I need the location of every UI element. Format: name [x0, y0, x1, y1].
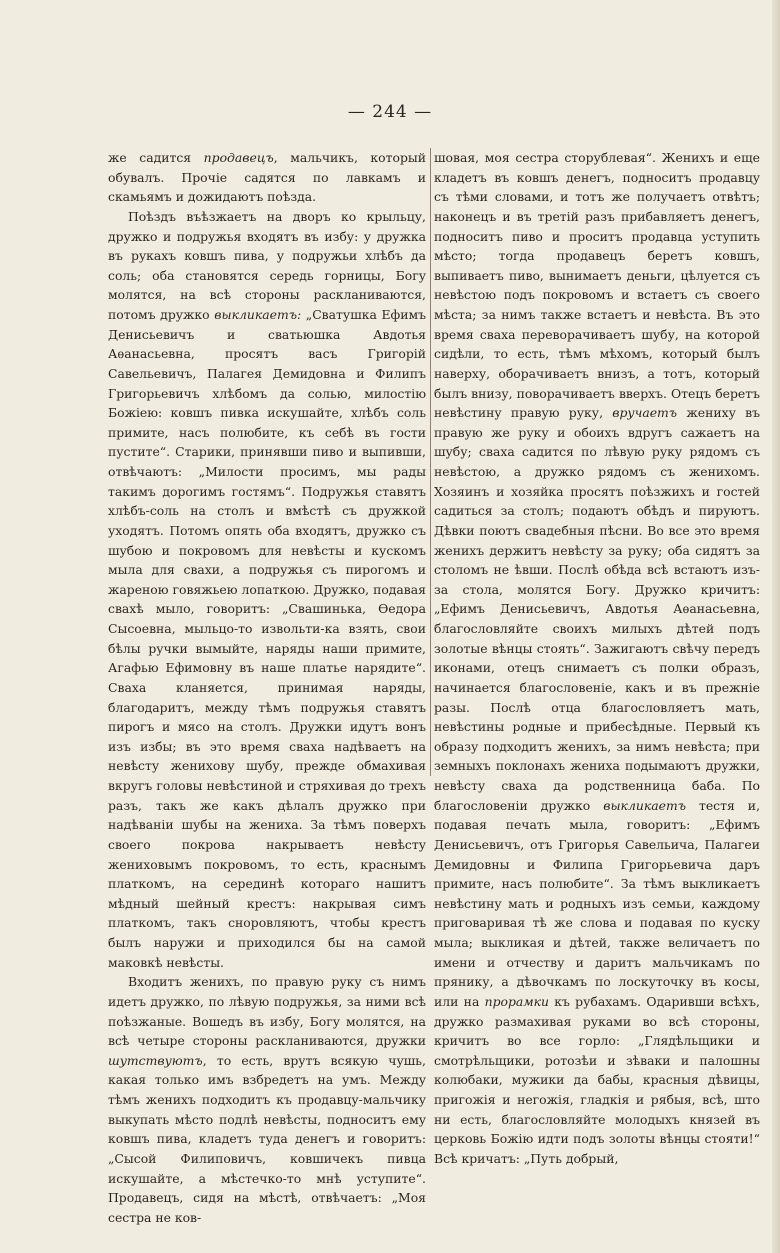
text-run: , то есть, врутъ всякую чушь, какая только имъ взбредетъ на умъ. Между тѣмъ женихъ подходитъ къ продавцу-мальчику выкупать мѣсто подлѣ невѣсты, подноситъ ему ковшъ пива, кладетъ туда денегъ и говоритъ: „Сысой Филиповичъ, ковшичекъ пивца искушайте, а мѣстечко-то мнѣ уступите“. Продавецъ, сидя на мѣстѣ, отвѣчаетъ: „Моя сестра не ков-	[108, 1052, 426, 1225]
text-run: же садится	[108, 150, 204, 165]
emphasized-word: выкликаетъ	[603, 797, 686, 813]
emphasized-word: выкликаетъ:	[214, 307, 302, 322]
emphasized-word: шутствуютъ	[108, 1052, 203, 1068]
paragraph	[108, 207, 426, 972]
column-divider	[430, 148, 431, 776]
text-run: жениху въ правую же руку и обоихъ вдругъ сажаетъ на шубу; сваха садится по лѣвую руку рядомъ съ невѣстою, а дружко рядомъ съ женихомъ. Хозяинъ и хозяйка просятъ поѣзжихъ и гостей садиться за столъ; подаютъ обѣдъ и пируютъ. Дѣвки поютъ свадебныя пѣсни. Во все это время женихъ держитъ невѣсту за руку; оба сидятъ за столомъ не ѣвши. Послѣ обѣда всѣ встаютъ изъ-за стола, молятся Богу. Дружко кричитъ: „Ефимъ Денисьевичъ, Авдотья Аѳанасьевна, благословляйте своихъ милыхъ дѣтей подъ золотые вѣнцы стоять“. Зажигаютъ свѣчу передъ иконами, отецъ снимаетъ съ полки образъ, начинается благословенiе, какъ и въ прежнiе разы. Послѣ отца благословляетъ мать, невѣстины родные и прибесѣдные. Первый къ образу подходитъ женихъ, за нимъ невѣста; при земныхъ поклонахъ жениха подымаютъ дружки, невѣсту сваха да родственница баба. По благословенiи дружко	[434, 405, 760, 813]
emphasized-word: продавецъ	[203, 150, 274, 165]
page-number: — 244 —	[347, 102, 433, 122]
text-run: , мальчикъ, который обувалъ. Прочiе садятся по лавкамъ и скамьямъ и дожидаютъ поѣзда.	[108, 150, 427, 205]
paragraph	[434, 148, 760, 1169]
text-run: „Сватушка Ефимъ Денисьевичъ и сватьюшка Авдотья Аѳанасьевна, просятъ васъ Григорiй Савельевичъ, Палагея Демидовна и Филипъ Григорьевичъ хлѣбомъ да солью, милостiю Божiею: ковшъ пивка искушайте, хлѣбъ соль примите, насъ полюбите, къ себѣ въ гости пустите“. Старики, принявши пиво и выпивши, отвѣчаютъ: „Милости просимъ, мы рады такимъ дорогимъ гостямъ“. Подружья ставятъ хлѣбъ-соль на столъ и вмѣстѣ съ дружкой уходятъ. Потомъ опять оба входятъ, дружко съ шубою и покровомъ для невѣсты и кускомъ мыла для свахи, а подружья съ пирогомъ и жареною говяжьею лопаткою. Дружко, подавая свахѣ мыло, говоритъ: „Свашинька, Ѳедора Сысоевна, мыльцо-то извольти-ка взять, свои бѣлы ручки вымыйте, наряды наши примите, Агафью Ефимовну въ наше платье нарядите“. Сваха кланяется, принимая наряды, благодаритъ, между тѣмъ подружья ставятъ пирогъ и мясо на столъ. Дружки идутъ вонъ изъ избы; въ это время сваха надѣваетъ на невѣсту женихову шубу, прежде обмахивая вкругъ головы невѣстиной и стряхивая до трехъ разъ, такъ же какъ дѣлалъ дружко при надѣванiи шубы на жениха. За тѣмъ поверхъ своего покрова накрываетъ невѣсту жениховымъ покровомъ, то есть, краснымъ платкомъ, на серединѣ котораго нашитъ мѣдный шейный крестъ: накрывая симъ платкомъ, такъ сноровляютъ, чтобы крестъ былъ наружи и приходился бы на самой маковкѣ невѣсты.	[108, 307, 426, 970]
text-run: къ рубахамъ. Одаривши всѣхъ, дружко размахивая руками во всѣ стороны, кричитъ во все горло: „Глядѣльщики и смотрѣльщики, ротозѣи и зѣваки и палошны колюбаки, мужики да бабы, красныя дѣвицы, пригожiя и негожiя, гладкiя и рябыя, всѣ, што ни есть, благословляйте молодыхъ князей въ церковь Божiю идти подъ золоты вѣнцы стояти!“ Всѣ кричатъ: „Путь добрый,	[434, 993, 760, 1166]
text-run: шовая, моя сестра сторублевая“. Женихъ и еще кладетъ въ ковшъ денегъ, подноситъ продавцу съ тѣми словами, и тотъ же получаетъ отвѣтъ; наконецъ и въ третiй разъ прибавляетъ денегъ, подноситъ пиво и проситъ продавца уступить мѣсто; тогда продавецъ беретъ ковшъ, выпиваетъ пиво, вынимаетъ деньги, цѣлуется съ невѣстою подъ покровомъ и встаетъ съ своего мѣста; за нимъ также встаетъ и невѣста. Въ это время сваха переворачиваетъ шубу, на которой сидѣли, то есть, тѣмъ мѣхомъ, который былъ наверху, оборачиваетъ внизъ, а тотъ, который былъ внизу, поворачиваетъ вверхъ. Отецъ беретъ невѣстину правую руку,	[434, 150, 760, 421]
page-edge	[772, 0, 780, 1253]
emphasized-word: прорамки	[484, 993, 549, 1009]
paragraph	[108, 972, 426, 1227]
text-run: Входитъ женихъ, по правую руку съ нимъ идетъ дружко, по лѣвую подружья, за ними всѣ поѣзжаные. Вошедъ въ избу, Богу молятся, на всѣ четыре стороны раскланиваются, дружки	[108, 974, 426, 1049]
emphasized-word: вручаетъ	[612, 405, 678, 421]
text-run: Поѣздъ въѣзжаетъ на дворъ ко крыльцу, дружко и подружья входятъ въ избу: у дружка въ рукахъ ковшъ пива, у подружьи хлѣбъ да соль; оба становятся середь горницы, Богу молятся, на всѣ стороны раскланиваются, потомъ дружко	[108, 208, 426, 322]
text-run: тестя и, подавая печать мыла, говоритъ: „Ефимъ Денисьевичъ, отъ Григорья Савельича, Палагеи Демидовны и Филипа Григорьевича даръ примите, насъ полюбите“. За тѣмъ выкликаетъ невѣстину мать и родныхъ изъ семьи, каждому приговаривая тѣ же слова и подавая по куску мыла; выкликая и дѣтей, также величаетъ по имени и отчеству и даритъ мальчикамъ по прянику, а дѣвочкамъ по лоскуточку въ косы, или на	[434, 797, 761, 1009]
paragraph	[108, 148, 426, 207]
right-column	[434, 148, 760, 1169]
left-column	[108, 148, 426, 1227]
